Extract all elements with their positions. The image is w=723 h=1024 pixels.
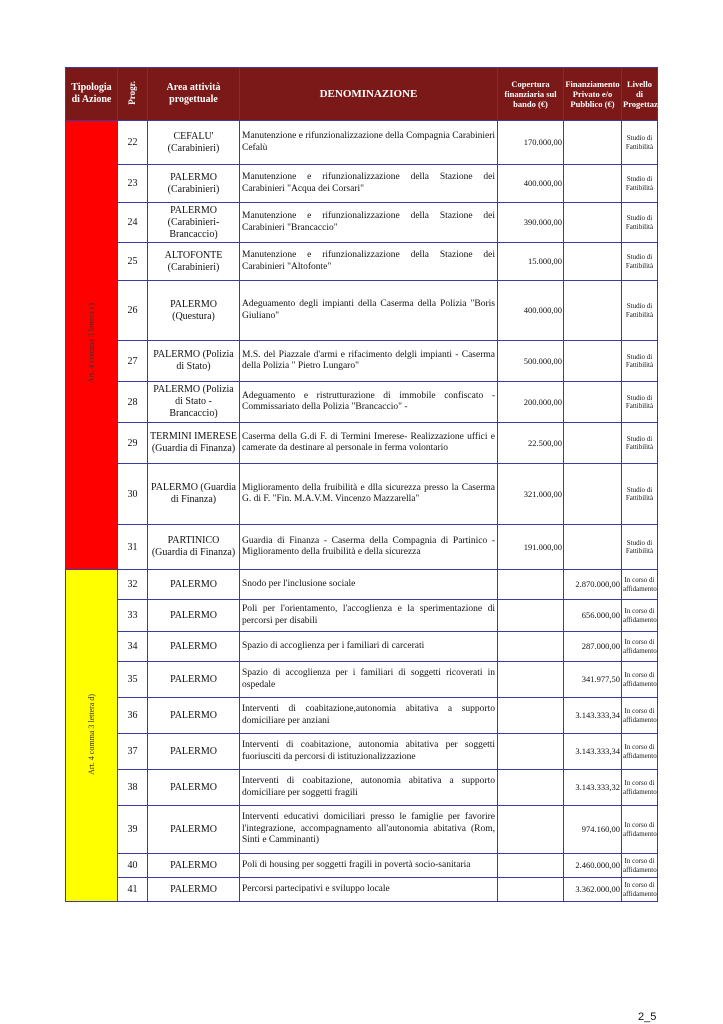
copertura-cell: 321.000,00 (498, 464, 564, 525)
area-cell: PALERMO (148, 878, 240, 902)
copertura-cell (498, 570, 564, 600)
copertura-cell: 390.000,00 (498, 203, 564, 243)
copertura-cell: 400.000,00 (498, 281, 564, 341)
area-cell: PALERMO (148, 698, 240, 734)
progr-cell: 23 (118, 165, 148, 203)
area-cell: PALERMO (148, 806, 240, 854)
denominazione-cell: Spazio di accoglienza per i familiari di soggetti ricoverati in ospedale (240, 662, 498, 698)
table-row (66, 632, 658, 662)
header-tipologia: Tipologia di Azione (66, 68, 118, 121)
copertura-cell: 500.000,00 (498, 341, 564, 382)
denominazione-cell: Spazio di accoglienza per i familiari di carcerati (240, 632, 498, 662)
area-cell: PALERMO (Guardia di Finanza) (148, 464, 240, 525)
progr-cell: 35 (118, 662, 148, 698)
progr-cell: 41 (118, 878, 148, 902)
table-row (66, 854, 658, 878)
table-row (66, 203, 658, 243)
copertura-cell (498, 854, 564, 878)
finanziamento-cell (564, 464, 622, 525)
area-cell: PALERMO (Polizia di Stato - Brancaccio) (148, 382, 240, 423)
progr-cell: 40 (118, 854, 148, 878)
copertura-cell: 191.000,00 (498, 525, 564, 570)
progr-cell: 32 (118, 570, 148, 600)
area-cell: PALERMO (148, 770, 240, 806)
denominazione-cell: Poli per l'orientamento, l'accoglienza e la sperimentazione di percorsi per disabili (240, 600, 498, 632)
finanziamento-cell: 3.143.333,34 (564, 734, 622, 770)
area-cell: PALERMO (148, 734, 240, 770)
copertura-cell: 15.000,00 (498, 243, 564, 281)
header-denominazione: DENOMINAZIONE (240, 68, 498, 121)
finanziamento-cell (564, 203, 622, 243)
livello-cell: Studio di Fattibilità (622, 341, 658, 382)
copertura-cell: 22.500,00 (498, 423, 564, 464)
progr-cell: 30 (118, 464, 148, 525)
copertura-cell: 200.000,00 (498, 382, 564, 423)
livello-cell: Studio di Fattibilità (622, 382, 658, 423)
copertura-cell (498, 734, 564, 770)
progr-cell: 34 (118, 632, 148, 662)
table-row (66, 698, 658, 734)
denominazione-cell: Adeguamento e ristrutturazione di immobile confiscato - Commissariato della Polizia "Brancaccio" - (240, 382, 498, 423)
progr-cell: 37 (118, 734, 148, 770)
finanziamento-cell: 3.143.333,34 (564, 698, 622, 734)
progr-cell: 29 (118, 423, 148, 464)
table-row (66, 600, 658, 632)
finanziamento-cell (564, 165, 622, 203)
progr-cell: 33 (118, 600, 148, 632)
area-cell: PALERMO (Carabinieri-Brancaccio) (148, 203, 240, 243)
livello-cell: In corso di affidamento (622, 662, 658, 698)
area-cell: PALERMO (148, 662, 240, 698)
livello-cell: Studio di Fattibilità (622, 243, 658, 281)
denominazione-cell: Interventi di coabitazione, autonomia abitativa per soggetti fuoriusciti da percorsi di istituzionalizzazione (240, 734, 498, 770)
denominazione-cell: Interventi di coabitazione, autonomia abitativa a supporto domiciliare per soggetti fragili (240, 770, 498, 806)
copertura-cell: 400.000,00 (498, 165, 564, 203)
copertura-cell (498, 878, 564, 902)
livello-cell: Studio di Fattibilità (622, 203, 658, 243)
page-number: 2_5 (638, 1011, 657, 1023)
denominazione-cell: Manutenzione e rifunzionalizzazione della Stazione dei Carabinieri "Brancaccio" (240, 203, 498, 243)
finanziamento-cell (564, 281, 622, 341)
group-cell (66, 121, 118, 570)
denominazione-cell: Manutenzione e rifunzionalizzazione della Stazione dei Carabinieri "Acqua dei Corsari" (240, 165, 498, 203)
denominazione-cell: Poli di housing per soggetti fragili in povertà socio-sanitaria (240, 854, 498, 878)
finanziamento-cell: 341.977,50 (564, 662, 622, 698)
area-cell: PALERMO (Carabinieri) (148, 165, 240, 203)
copertura-cell (498, 600, 564, 632)
livello-cell: In corso di affidamento (622, 806, 658, 854)
livello-cell: Studio di Fattibilità (622, 165, 658, 203)
area-cell: PALERMO (148, 570, 240, 600)
table-row (66, 878, 658, 902)
area-cell: CEFALU' (Carabinieri) (148, 121, 240, 165)
progr-cell: 24 (118, 203, 148, 243)
finanziamento-cell (564, 423, 622, 464)
finanziamento-cell: 974.160,00 (564, 806, 622, 854)
progr-cell: 28 (118, 382, 148, 423)
table-header (66, 68, 658, 121)
copertura-cell (498, 662, 564, 698)
progr-cell: 39 (118, 806, 148, 854)
table-row (66, 662, 658, 698)
table-row (66, 165, 658, 203)
table-row (66, 243, 658, 281)
table-row (66, 464, 658, 525)
livello-cell: In corso di affidamento (622, 734, 658, 770)
denominazione-cell: Percorsi partecipativi e sviluppo locale (240, 878, 498, 902)
denominazione-cell: Manutenzione e rifunzionalizzazione della Compagnia Carabinieri Cefalù (240, 121, 498, 165)
finanziamento-cell: 287.000,00 (564, 632, 622, 662)
header-livello: Livello di Progettazione (622, 68, 658, 121)
copertura-cell: 170.000,00 (498, 121, 564, 165)
header-area: Area attività progettuale (148, 68, 240, 121)
progr-cell: 27 (118, 341, 148, 382)
group-label: Art. 4 comma 3 lettera d) (87, 693, 96, 775)
area-cell: PALERMO (148, 632, 240, 662)
area-cell: PALERMO (148, 854, 240, 878)
area-cell: ALTOFONTE (Carabinieri) (148, 243, 240, 281)
table-row (66, 382, 658, 423)
denominazione-cell: Caserma della G.di F. di Termini Imerese- Realizzazione uffici e camerate da destinare al personale in ferma volontario (240, 423, 498, 464)
livello-cell: In corso di affidamento (622, 878, 658, 902)
group-cell (66, 570, 118, 902)
denominazione-cell: Adeguamento degli impianti della Caserma della Polizia "Boris Giuliano" (240, 281, 498, 341)
header-copertura: Copertura finanziaria sul bando (€) (498, 68, 564, 121)
table-row (66, 281, 658, 341)
finanziamento-cell: 3.143.333,32 (564, 770, 622, 806)
livello-cell: In corso di affidamento (622, 698, 658, 734)
finanziamento-cell (564, 341, 622, 382)
livello-cell: In corso di affidamento (622, 854, 658, 878)
finanziamento-cell (564, 525, 622, 570)
livello-cell: Studio di Fattibilità (622, 281, 658, 341)
table-row (66, 806, 658, 854)
copertura-cell (498, 698, 564, 734)
table-row (66, 734, 658, 770)
area-cell: PALERMO (148, 600, 240, 632)
livello-cell: In corso di affidamento (622, 770, 658, 806)
table-row (66, 423, 658, 464)
header-progr-label: Progr. (127, 80, 137, 105)
progr-cell: 25 (118, 243, 148, 281)
finanziamento-cell (564, 382, 622, 423)
progr-cell: 38 (118, 770, 148, 806)
finanziamento-cell: 656.000,00 (564, 600, 622, 632)
area-cell: TERMINI IMERESE (Guardia di Finanza) (148, 423, 240, 464)
livello-cell: Studio di Fattibilità (622, 121, 658, 165)
progr-cell: 22 (118, 121, 148, 165)
livello-cell: In corso di affidamento (622, 632, 658, 662)
progr-cell: 26 (118, 281, 148, 341)
table-row (66, 770, 658, 806)
progr-cell: 36 (118, 698, 148, 734)
area-cell: PALERMO (Questura) (148, 281, 240, 341)
copertura-cell (498, 632, 564, 662)
denominazione-cell: Miglioramento della fruibilità e dlla sicurezza presso la Caserma G. di F. "Fin. M.A.V.M. Vincenzo Mazzarella" (240, 464, 498, 525)
copertura-cell (498, 770, 564, 806)
livello-cell: Studio di Fattibilità (622, 525, 658, 570)
livello-cell: Studio di Fattibilità (622, 464, 658, 525)
denominazione-cell: Interventi di coabitazione,autonomia abitativa a supporto domiciliare per anziani (240, 698, 498, 734)
finanziamento-cell: 2.870.000,00 (564, 570, 622, 600)
group-label: Art. 4 comma 3 lettera c) (87, 303, 96, 384)
denominazione-cell: M.S. del Piazzale d'armi e rifacimento delgli impianti - Caserma della Polizia " Pietro Lungaro" (240, 341, 498, 382)
denominazione-cell: Snodo per l'inclusione sociale (240, 570, 498, 600)
finanziamento-cell: 3.362.000,00 (564, 878, 622, 902)
finanziamento-cell (564, 121, 622, 165)
header-progr (118, 68, 148, 121)
table-row (66, 525, 658, 570)
area-cell: PARTINICO (Guardia di Finanza) (148, 525, 240, 570)
progr-cell: 31 (118, 525, 148, 570)
table-row (66, 121, 658, 165)
livello-cell: In corso di affidamento (622, 570, 658, 600)
area-cell: PALERMO (Polizia di Stato) (148, 341, 240, 382)
livello-cell: Studio di Fattibilità (622, 423, 658, 464)
table-row (66, 570, 658, 600)
denominazione-cell: Manutenzione e rifunzionalizzazione della Stazione dei Carabinieri "Altofonte" (240, 243, 498, 281)
livello-cell: In corso di affidamento (622, 600, 658, 632)
denominazione-cell: Interventi educativi domiciliari presso le famiglie per favorire l'integrazione, accompagnamento all'autonomia abitativa (Rom, Sinti e Camminanti) (240, 806, 498, 854)
finanziamento-cell: 2.460.000,00 (564, 854, 622, 878)
header-finanziamento: Finanziamento Privato e/o Pubblico (€) (564, 68, 622, 121)
denominazione-cell: Guardia di Finanza - Caserma della Compagnia di Partinico - Miglioramento della fruibilità e della sicurezza (240, 525, 498, 570)
finanziamento-cell (564, 243, 622, 281)
table-row (66, 341, 658, 382)
copertura-cell (498, 806, 564, 854)
projects-table (65, 67, 673, 902)
